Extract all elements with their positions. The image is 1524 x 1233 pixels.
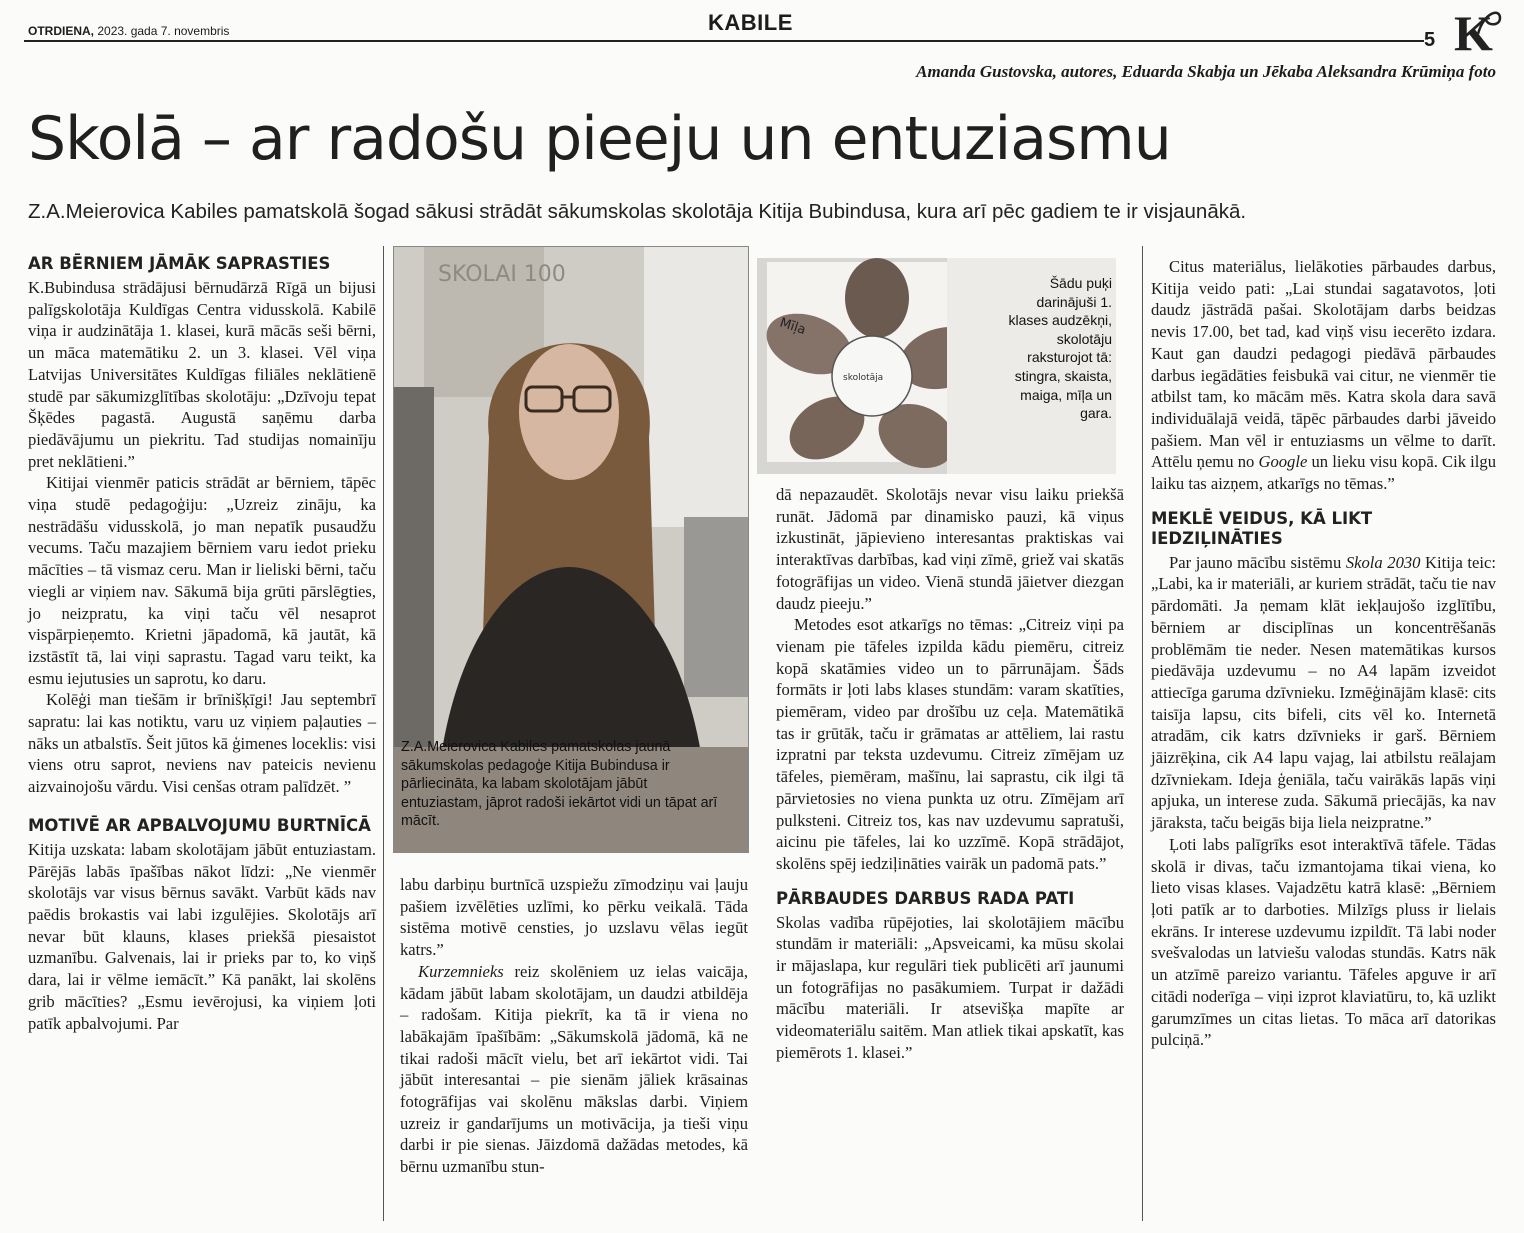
paragraph <box>1151 256 1496 495</box>
issue-date <box>28 24 229 38</box>
flower-photo-caption: Šādu puķi darinājuši 1. klases audzēkņi, skolotāju raksturojot tā: stingra, skaista, maiga, mīļa un gara. <box>1008 275 1112 422</box>
date-text: 2023. gada 7. novembris <box>97 24 230 38</box>
header-rule <box>24 40 1424 42</box>
subheading-3: PĀRBAUDES DARBUS RADA PATI <box>776 888 1075 908</box>
subheading-4: MEKLĒ VEIDUS, KĀ LIKT IEDZIĻINĀTIES <box>1151 508 1373 548</box>
column-divider <box>1142 246 1143 1221</box>
paragraph: dā nepazaudēt. Skolotājs nevar visu laiku priekšā runāt. Jādomā par dinamisko pauzi, kā viņus izkustināt, jāpievieno interesantas praktiskas vai interaktīvas darbības, kad viņi zīmē, griež vai skatās fotogrāfijas un video. Vienā stundā jāietver diezgan daudz pieeju.” <box>776 485 1124 613</box>
section-title: KABILE <box>708 10 793 35</box>
article-column-1 <box>28 254 376 1034</box>
paragraph: labu darbiņu burtnīcā uzspiežu zīmodziņu vai ļauju pašiem izvēlēties uzlīmi, ko pērku veikalā. Tāda sistēma motivē censties, jo uzslavu vēlas iegūt katrs.” <box>400 875 748 960</box>
weekday: OTRDIENA, <box>28 24 94 38</box>
paragraph: Skolas vadība rūpējoties, lai skolotājiem mācību stundām ir materiāli: „Apsveicami, ka mūsu skolai ir mājaslapa, kur regulāri tiek publicēti arī jaunumi un fotogrāfijas no pasākumiem. Turpat ir dažādi mācību materiāli. Ir atsevišķa mapīte ar videomateriālu saitēm. Man atliek tikai apskatīt, kas piemērots 1. klasei.” <box>776 912 1124 1062</box>
subheading-1: AR BĒRNIEM JĀMĀK SAPRASTIES <box>28 254 331 273</box>
paragraph-text: Citus materiālus, lielākoties pārbaudes darbus, Kitija veido pati: „Lai stundai sagatavotos, ļoti daudz jāstrādā pašai. Skolotājam darbs beidzas nevis 17.00, bet tad, kad viņš visu iecerēto izdara. Kaut gan daudzi pedagogi piedāvā pārbaudes darbus iegādāties feisbukā vai citur, ne vienmēr tie atbilst tam, ko mācām mēs. Katra skola dara savā individuālajā veidā, tāpēc pārbaudes darbi jāveido pašiem. Man vēl ir entuziasms un vēlme to darīt. Attēlu ņemu no <box>1151 257 1496 472</box>
paragraph: Kitija uzskata: labam skolotājam jābūt entuziastam. Pārējās labās īpašības nākot līdzi: „Ne vienmēr skolotājs var visus bērnus savākt. Varbūt kāds nav paēdis brokastis vai labi izgulējies. Skolotājs arī nevar būt klauns, klases priekšā piesaistot uzmanību. Galvenais, lai ir prieks par to, ko viņš dara, lai ir vēlme iemācīt.” Kā panākt, lai skolēns grib mācīties? „Esmu ievērojusi, ka viņiem ļoti patīk apbalvojumi. Par <box>28 839 376 1033</box>
article-column-3 <box>776 484 1124 1064</box>
paragraph <box>1151 552 1496 834</box>
program-name: Skola 2030 <box>1345 552 1421 572</box>
paragraph: Kolēģi man tiešām ir brīnišķīgi! Jau septembrī sapratu: lai kas notiktu, varu uz viņiem paļauties – nāks un atbalstīs. Šeit jūtos kā ģimenes loceklis: visi viens otru saprot, neviens nav pateicis nevienu aizvainojošu vārdu. Visi cenšas otram palīdzēt. ” <box>28 690 376 797</box>
paragraph-text: Kitija teic: „Labi, ka ir materiāli, ar kuriem strādāt, taču tie nav pārdomāti. Ja ņemam klāt iekļaujošo izglītību, bērniem ar disciplīnas un koncentrēšanās problēmām tie neder. Nesen matemātikas kursos piedāvāja uzdevumu – no A4 lapām izveidot attiecīga garuma dzīvnieku. Izmēģinājām klasē: cits taisīja lapsu, cits bifeli, cits vēl ko. Internetā atradām, cik katrs dzīvnieks ir garš. Bērniem jāizrēķina, cik A4 lapu vajag, lai atbilstu reālajam dzīvniekam. Ideja ģeniāla, taču vairākās lapās viņi apjuka, un interese zuda. Sākumā priecājās, ka nav jāraksta, taču beigās bija liela neizpratne.” <box>1151 552 1496 833</box>
paragraph-text: reiz skolēniem uz ielas vaicāja, kādam jābūt labam skolotājam, un daudzi atbildēja – radošam. Kitija piekrīt, ka tā ir viena no labākajām īpašībām: „Sākumskolā jādomā, kā ne tikai radoši mācīt vielu, bet arī iekārtot vidi. Tai jābūt interesantai – pie sienām jāliek krāsainas fotogrāfijas vai skolēnu mākslas darbi. Viņiem uzreiz ir gandarījums un motivācija, ja tieši viņu darbi ir pie sienas. Jāizdomā dažādas metodes, kā bērnu uzmanību stun- <box>400 961 748 1177</box>
paragraph-text: un lieku visu kopā. Cik ilgu laiku tas aizņem, atkarīgs no tēmas.” <box>1151 452 1496 494</box>
paragraph: Ļoti labs palīgrīks esot interaktīvā tāfele. Tādas skolā ir divas, taču izmantojama tikai viena, ko lieto visas klases. Vajadzētu katrā klasē: „Bērniem ļoti patīk ar to darboties. Milzīgs pluss ir lielais ekrāns. Ir interese uzdevumu izpildīt. Tā labi noder svešvalodas un latviešu valodas stundās. Katrs nāk un atzīmē pareizo variantu. Tāfeles apguve ir arī citādi noderīga – viņi izprot klaviatūru, to, kā uzlikt garumzīmes un citas lietas. To māca arī datorikas pulciņā.” <box>1151 834 1496 1050</box>
paragraph: K.Bubindusa strādājusi bērnudārzā Rīgā un bijusi palīgskolotāja Kuldīgas Centra vidusskolā. Kabilē viņa ir audzinātāja 1. klasei, kurā mācās seši bērni, un māca matemātiku 2. un 3. klasei. Vēl viņa Latvijas Universitātes Kuldīgas filiāles neklātienē studē par sākumizglītības skolotāju: „Dzīvoju tepat Šķēdes pagastā. Augustā saņēmu darba piedāvājumu un piekritu. Tad studijas nomainīju pret neklātieni.” <box>28 278 376 471</box>
article-column-4 <box>1151 256 1496 1051</box>
photo-credits: Amanda Gustovska, autores, Eduarda Skabja un Jēkaba Aleksandra Krūmiņa foto <box>916 62 1496 81</box>
brand-name: Google <box>1258 452 1308 472</box>
paragraph: Kitijai vienmēr paticis strādāt ar bērniem, tāpēc viņa studē pedagoģiju: „Uzreiz zināju, ka nestrādāšu vidusskolā, jo man nepatīk pusaudžu vecums. Taču mazajiem bērniem varu iedot prieku mācīties – tā vismaz ceru. Man ir lieliski bērni, taču viegli ar viņiem nav. Sākumā bija grūti pārslēgties, jo neizpratu, ka viņi taču vēl nesaprot vispārpieņemto. Krietni jāpadomā, kā jautāt, kā izstāstīt tā, lai viņi saprastu. Tagad varu teikt, ka esmu iejutusies un saprotu, ko daru. <box>28 473 376 688</box>
paragraph-text: Par jauno mācību sistēmu <box>1169 552 1346 572</box>
column-divider <box>383 246 384 1221</box>
page-number: 5 <box>1424 29 1436 51</box>
paragraph <box>400 961 748 1178</box>
newspaper-logo <box>1450 4 1504 58</box>
svg-text:Mīļa: Mīļa <box>777 315 808 338</box>
publication-name: Kurzemnieks <box>418 961 504 981</box>
teacher-photo-caption: Z.A.Meierovica Kabiles pamatskolas jaunā sākumskolas pedagoģe Kitija Bubindusa ir pārliecināta, ka labam skolotājam jābūt entuziastam, jāprot radoši iekārtot vidi un tāpat arī mācīt. <box>401 739 718 830</box>
svg-text:skolotāja: skolotāja <box>843 373 884 383</box>
subheading-2: MOTIVĒ AR APBALVOJUMU BURTNĪCĀ <box>28 815 371 835</box>
lead-paragraph: Z.A.Meierovica Kabiles pamatskolā šogad sākusi strādāt sākumskolas skolotāja Kitija Bubindusa, kura arī pēc gadiem te ir visjaunākā. <box>28 200 1247 223</box>
svg-text:K: K <box>1454 5 1493 58</box>
paragraph: Metodes esot atkarīgs no tēmas: „Citreiz viņi pa vienam pie tāfeles izpilda kādu piemēru, citreiz kopā skatāmies video un to pārrunājam. Šāds formāts ir ļoti labs klases stundām: varam skatīties, piemēram, video par drošību uz ceļa. Matemātikā tas ir grūtāk, taču ir grāmatas ar attēliem, lai rastu izpratni par teksta uzdevumu. Citreiz zīmējam uz tāfeles, piemēram, mašīnu, lai saprastu, cik ilgi tā pārvietosies no viena punkta uz otru. Zīmējam arī pulksteni. Citreiz tos, kas nav uzdevumu sapratuši, aicinu pie tāfeles, lai ko uzzīmē. Kopā strādājot, skolēns spēj iedziļināties vairāk un padomā pats.” <box>776 615 1124 873</box>
headline: Skolā – ar radošu pieeju un entuziasmu <box>28 104 1171 174</box>
article-column-2 <box>400 874 748 1178</box>
svg-text:SKOLAI 100: SKOLAI 100 <box>438 262 566 287</box>
